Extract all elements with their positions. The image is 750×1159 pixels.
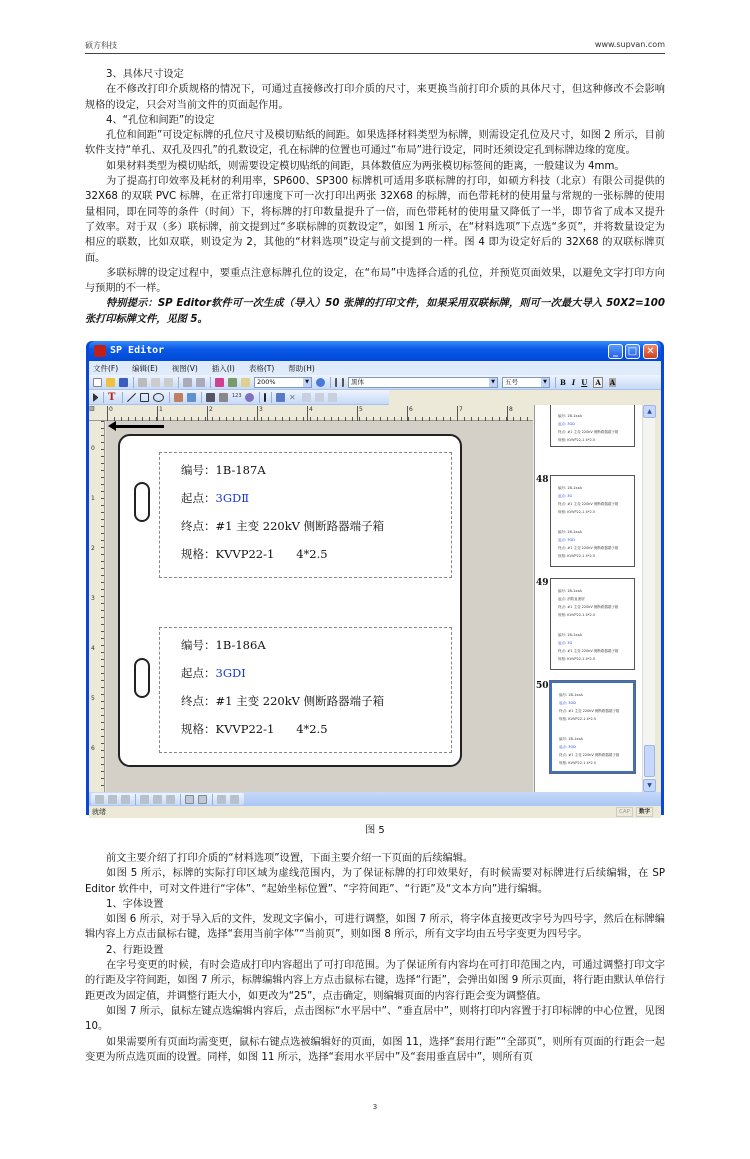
field-label: 规格：: [181, 722, 216, 736]
paragraph: 前文主要介绍了打印介质的“材料选项”设置，下面主要介绍一下页面的后续编辑。: [106, 853, 474, 864]
menu-view[interactable]: 视图(V): [171, 363, 198, 373]
separator: [178, 377, 179, 388]
field-value: 1B-186A: [215, 638, 266, 652]
ruler-ticks: [107, 405, 533, 421]
paragraph: 2、行距设置: [106, 944, 164, 956]
save-icon[interactable]: [119, 378, 128, 387]
menu-file[interactable]: 文件(F): [93, 363, 119, 373]
image-tool-icon[interactable]: [174, 393, 183, 402]
label-line-end[interactable]: [181, 518, 384, 534]
field-value: KVVP22-1 4*2.5: [215, 722, 328, 736]
scroll-down-icon[interactable]: ▼: [643, 779, 656, 792]
field-value: #1 主变 220kV 侧断路器端子箱: [215, 694, 385, 708]
ellipse-tool-icon[interactable]: [153, 393, 164, 402]
paragraph: 如图 6 所示，对于导入后的文件，发现文字偏小，可进行调整，如图 7 所示，将字体直接更改字号为四号字，然后在标牌编辑内容上方点击鼠标右键，选择“套用当前字体”“当前页”，则如图 8 所示，所有文字均由五号字变更为四号字。: [85, 914, 665, 941]
italic-button[interactable]: I: [571, 377, 576, 387]
split-cells-icon[interactable]: [315, 393, 324, 402]
editing-canvas[interactable]: [106, 421, 533, 792]
font-size-select[interactable]: [502, 377, 550, 388]
company-name: 硕方科技: [85, 41, 117, 50]
page-header: [85, 40, 665, 54]
figure-caption: 图 5: [365, 825, 385, 836]
copy-icon[interactable]: [151, 378, 160, 387]
separator: [259, 392, 260, 403]
website-url: www.supvan.com: [594, 40, 665, 49]
window-title: SP Editor: [110, 345, 165, 356]
ruler-label: 4: [91, 645, 95, 652]
print-area-2[interactable]: [159, 627, 452, 753]
separator: [330, 377, 331, 388]
status-text: 就绪: [92, 808, 106, 816]
paragraph: 如果材料类型为模切贴纸，则需要设定模切贴纸的间距，具体数值应为两张模切标签间的距离，一般建议为 4mm。: [106, 160, 625, 172]
field-label: 编号：: [181, 463, 216, 477]
separator: [169, 392, 170, 403]
redo-icon[interactable]: [196, 378, 205, 387]
print-area-1[interactable]: [159, 452, 452, 578]
menu-bar: [89, 361, 661, 375]
thumbnail-strip: [535, 405, 642, 792]
paragraph: 在字号变更的时候，有时会造成打印内容超出了可打印范围。为了保证所有内容均在可打印范围之内，可通过调整打印文字的行距及字符间距，如图 7 所示，标牌编辑内容上方点击鼠标右键，选择“行距”，会弹出如图 9 所示页面，将行距由默认单倍行距更改为固定值，并调整行距大小，如更改为“25”，点击确定，则编辑页面的内容行距会变为调整值。: [85, 960, 665, 1002]
align-top-icon[interactable]: [140, 795, 149, 804]
ruler-label: 0: [91, 445, 95, 452]
page-thumbnail[interactable]: 编号: 1B-1xxA 起点: 消防直流屏 终点: #1 主变 220kV 侧断路器端子箱 规格: KVVP22-1 4*2.5 编号: 1B-1xxA 起点: 3G 终点: #1 主变 220kV 侧断路器端子箱 规格: KVVP22-1 4*2.5: [550, 578, 635, 670]
send-back-icon[interactable]: [230, 795, 239, 804]
close-button[interactable]: [643, 344, 658, 359]
separator: [133, 377, 134, 388]
paragraph: 在不修改打印介质规格的情况下，可通过直接修改打印介质的尺寸，来更换当前打印介质的具体尺寸，但这种修改不会影响规格的设定，只会对当前文件的页面起作用。: [85, 84, 665, 111]
new-file-icon[interactable]: [93, 378, 102, 387]
num-lock-indicator: 数字: [636, 807, 653, 817]
qrcode-icon[interactable]: [219, 393, 228, 402]
vertical-ruler: [89, 421, 105, 792]
pointer-icon[interactable]: [93, 393, 98, 402]
text-direction-icon[interactable]: [335, 378, 344, 387]
rectangle-tool-icon[interactable]: [140, 393, 149, 402]
table-props-icon[interactable]: [328, 393, 337, 402]
chevron-down-icon: ▼: [541, 378, 549, 387]
paragraph: 1、字体设置: [106, 898, 164, 910]
page-thumbnail[interactable]: 编号: 1B-1xxA 起点: 3G 终点: #1 主变 220kV 侧断路器端子箱 规格: KVVP22-1 4*2.5 编号: 1B-1xxA 起点: 3GD 终点: #1 主变 220kV 侧断路器端子箱 规格: KVVP22-1 4*2.5: [550, 475, 635, 567]
status-bar: [89, 806, 661, 818]
page-number-label: 48: [536, 475, 549, 485]
ruler-label: 3: [257, 406, 263, 421]
ruler-label: 6: [91, 745, 95, 752]
underline-button[interactable]: U: [581, 377, 588, 387]
scrollbar-thumb[interactable]: [644, 745, 655, 777]
font-family-value: 黑体: [351, 377, 364, 386]
picture-tool-icon[interactable]: [187, 393, 196, 402]
align-left-icon[interactable]: [95, 795, 104, 804]
paragraph: 为了提高打印效率及耗材的利用率，SP600、SP300 标牌机可适用多联标牌的打印，如硕方科技（北京）有限公司提供的 32X68 的双联 PVC 标牌，在正常打印速度下可一次打印出两张 32X68 的标牌，而色带耗材的使用量与常规的一张标牌的使用量相同，即在同等的条件（时间）下，将标牌的打印数量提升了一倍，而色带耗材的使用量又降低了一半，即节省了成本又提升了效率。对于双（多）联标牌，前文提到过“多联标牌的页数设定”，如图 1 所示，在“材料选项”下点选“多页”，并将数量设定为相应的联数，比如双联，则设定为 2，其他的“材料选项”设定与前文提到的一样。图 4 即为设定好后的 32X68 的双联标牌页面。: [85, 176, 665, 264]
separator: [212, 794, 213, 805]
vertical-center-icon[interactable]: [198, 795, 207, 804]
title-bar[interactable]: [89, 341, 661, 361]
field-label: 起点：: [181, 491, 216, 505]
print-direction-arrow-icon: [114, 425, 164, 428]
label-line-id[interactable]: [181, 637, 266, 653]
ruler-label: 3: [91, 595, 95, 602]
delete-table-icon[interactable]: ✕: [289, 392, 296, 402]
standard-toolbar: [89, 375, 661, 390]
tag-hole: [134, 658, 150, 698]
ruler-label: 0: [107, 406, 113, 421]
field-value: #1 主变 220kV 侧断路器端子箱: [215, 519, 385, 533]
ruler-label: 5: [91, 695, 95, 702]
barcode-icon[interactable]: [206, 393, 215, 402]
thumbnail-scrollbar[interactable]: [642, 405, 655, 792]
menu-table[interactable]: 表格(T): [248, 363, 275, 373]
paragraph: 如果需要所有页面均需变更，鼠标右键点选被编辑好的页面，如图 11，选择“套用行距”“全部页”，则所有页面的行距会一起变更为所点选页面的设置。同样，如图 11 所示，选择“套用水平居中”及“套用垂直居中”，则所有页: [85, 1036, 665, 1063]
sp-editor-window: [86, 341, 664, 815]
align-right-icon[interactable]: [121, 795, 130, 804]
label-line-spec[interactable]: [181, 721, 328, 737]
page-thumbnail-panel: [534, 405, 655, 792]
label-line-start[interactable]: [181, 665, 246, 681]
section-bottom: [85, 851, 665, 1065]
line-tool-icon[interactable]: [127, 393, 136, 402]
font-size-value: 五号: [505, 377, 518, 386]
field-label: 终点：: [181, 519, 216, 533]
bold-button[interactable]: B: [560, 377, 566, 387]
horizontal-center-icon[interactable]: [185, 795, 194, 804]
separator: [103, 392, 104, 403]
minimize-button[interactable]: [608, 344, 623, 359]
page-number-label: 50: [536, 681, 549, 691]
special-tip: 特别提示：SP Editor软件可一次生成（导入）50 张牌的打印文件，如果采用双联标牌，则可一次最大导入 50X2=100 张打印标牌文件，见图 5。: [85, 298, 665, 325]
merge-cells-icon[interactable]: [302, 393, 311, 402]
page-number: 3: [372, 1103, 378, 1111]
separator: [201, 392, 202, 403]
separator: [135, 794, 136, 805]
zoom-value: 200%: [257, 377, 276, 386]
zoom-select[interactable]: [254, 377, 312, 388]
align-bottom-icon[interactable]: [166, 795, 175, 804]
text-tool-icon[interactable]: T: [108, 391, 116, 403]
paste-icon[interactable]: [164, 378, 173, 387]
undo-icon[interactable]: [183, 378, 192, 387]
menu-edit[interactable]: 编辑(E): [132, 363, 158, 373]
label-line-end[interactable]: [181, 693, 384, 709]
clock-icon[interactable]: [245, 393, 254, 402]
ruler-label: 7: [457, 406, 463, 421]
page-number-label: 49: [536, 578, 549, 588]
alignment-toolbar: [89, 792, 661, 806]
label-tag[interactable]: [118, 434, 462, 767]
ruler-label: 2: [207, 406, 213, 421]
caps-lock-indicator: CAP: [616, 807, 633, 817]
drawing-toolbar: [89, 390, 389, 405]
paragraph: 多联标牌的设定过程中，要重点注意标牌孔位的设定，在“布局”中选择合适的孔位，并预览页面效果，以避免文字打印方向与预期的不一样。: [85, 267, 665, 295]
alignment-button-group: [91, 793, 244, 805]
maximize-icon: □: [627, 346, 638, 357]
ruler-label: 2: [91, 545, 95, 552]
paragraph: 如图 5 所示，标牌的实际打印区域为虚线范围内，为了保证标牌的打印效果好，有时候需要对标牌进行后续编辑，在 SP Editor 软件中，可对文件进行“字体”、“起始坐标位置”、“字符间距”、“行距”及“文本方向”进行编辑。: [85, 868, 665, 895]
maximize-button[interactable]: [625, 344, 640, 359]
page-thumbnail[interactable]: 编号: 1B-1xxA 起点: 3GD 终点: #1 主变 220kV 侧断路器端子箱 规格: KVVP22-1 4*2.5: [550, 405, 635, 447]
close-icon: ✕: [646, 346, 655, 357]
window-body: [89, 361, 661, 816]
separator: [122, 392, 123, 403]
scroll-up-icon[interactable]: ▲: [643, 405, 656, 418]
label-line-start[interactable]: [181, 490, 249, 506]
paragraph: 如图 7 所示，鼠标左键点选编辑内容后，点击图标“水平居中”、“垂直居中”，则将打印内容置于打印标牌的中心位置，见图 10。: [85, 1005, 665, 1033]
page-thumbnail-selected[interactable]: 编号: 1B-1xxA 起点: 3GD 终点: #1 主变 220kV 侧断路器端子箱 规格: KVVP22-1 4*2.5 编号: 1B-1xxA 起点: 3GD 终点: #1 主变 220kV 侧断路器端子箱 规格: KVVP22-1 4*2.5: [550, 681, 635, 773]
font-border-button[interactable]: A: [595, 377, 601, 387]
cut-icon[interactable]: [138, 378, 147, 387]
ruler-label: 6: [407, 406, 413, 421]
bring-front-icon[interactable]: [217, 795, 226, 804]
separator: [180, 794, 181, 805]
ruler-label: 1: [91, 495, 95, 502]
paragraph: 孔位和间距”可设定标牌的孔位尺寸及模切贴纸的间距。如果选择材料类型为标牌，则需设定孔位及尺寸，如图 2 所示，目前软件支持“单孔、双孔及四孔”的孔数设定，孔在标牌的位置也可通过“布局”进行设定，同时还须设定孔到标牌边缘的宽度。: [85, 130, 665, 157]
ruler-label: 8: [507, 406, 513, 421]
insert-table-icon[interactable]: [276, 393, 285, 402]
label-line-spec[interactable]: [181, 546, 328, 562]
horizontal-ruler: [89, 405, 533, 421]
field-value: KVVP22-1 4*2.5: [215, 547, 328, 561]
print-preview-icon[interactable]: [241, 378, 250, 387]
ruler-label: 1: [157, 406, 163, 421]
field-label: 起点：: [181, 666, 216, 680]
print-icon[interactable]: [228, 378, 237, 387]
field-value: 1B-187A: [215, 463, 266, 477]
open-folder-icon[interactable]: [106, 378, 115, 387]
separator: [555, 377, 556, 388]
field-label: 编号：: [181, 638, 216, 652]
ruler-unit-icon[interactable]: ▥: [89, 405, 95, 412]
paragraph: 4、“孔位和间距”的设定: [106, 114, 215, 126]
ruler-label: 4: [307, 406, 313, 421]
minimize-icon: _: [613, 346, 618, 357]
font-shade-button[interactable]: A: [609, 377, 616, 387]
separator: [271, 392, 272, 403]
page-setup-icon[interactable]: [215, 378, 224, 387]
align-middle-icon[interactable]: [153, 795, 162, 804]
separator: [210, 377, 211, 388]
field-value: 3GDⅡ: [215, 491, 250, 505]
chevron-down-icon: ▼: [489, 378, 497, 387]
field-value: 3GDⅠ: [215, 666, 246, 680]
paragraph: 3、具体尺寸设定: [106, 69, 184, 80]
zoom-apply-icon[interactable]: [316, 378, 325, 387]
app-icon: [94, 345, 106, 357]
chevron-down-icon: ▼: [303, 378, 311, 387]
menu-insert[interactable]: 插入(I): [211, 363, 235, 373]
ruler-label: 5: [357, 406, 363, 421]
field-label: 终点：: [181, 694, 216, 708]
menu-help[interactable]: 帮助(H): [288, 363, 315, 373]
serial-number-icon[interactable]: 123: [232, 392, 242, 399]
font-family-select[interactable]: [348, 377, 498, 388]
field-label: 规格：: [181, 547, 216, 561]
symbol-icon[interactable]: [264, 393, 266, 402]
label-line-id[interactable]: [181, 462, 266, 478]
tag-hole: [134, 482, 150, 522]
section-top: [85, 67, 665, 327]
align-center-icon[interactable]: [108, 795, 117, 804]
